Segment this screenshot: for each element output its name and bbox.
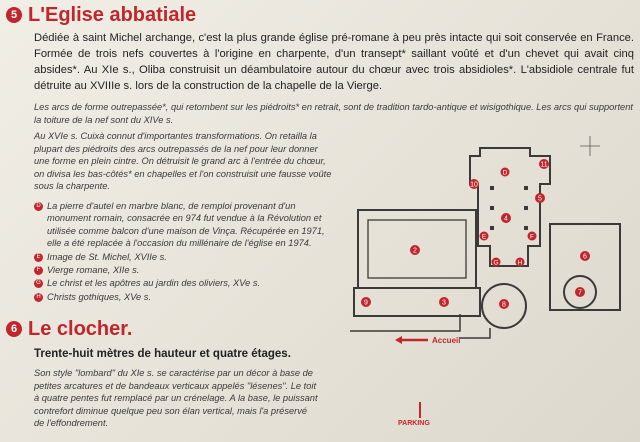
legend-item — [34, 200, 334, 250]
legend-marker: G — [34, 279, 43, 288]
section-5-number-badge: 5 — [6, 7, 22, 23]
parking-label: PARKING — [398, 420, 430, 427]
letter-label: G — [493, 259, 499, 267]
abbey-floor-plan — [340, 126, 640, 442]
compass-icon — [580, 136, 600, 156]
legend-item — [34, 291, 334, 303]
room-number: 6 — [583, 253, 587, 261]
room-number: 3 — [442, 299, 446, 307]
nave-pillars — [490, 186, 528, 230]
east-building-outline — [550, 224, 620, 310]
legend-text: Vierge romane, XIIe s. — [47, 265, 140, 276]
legend-marker: H — [34, 293, 43, 302]
church-outline — [470, 148, 550, 266]
room-number: 11 — [540, 161, 548, 169]
section-5-main-text: Dédiée à saint Michel archange, c'est la plus grande église pré-romane à peu près intacte qui soit conservée en France. Formée de trois nefs couvertes à l'origine en charpente, d'un transept* saillant voûté et d'un chevet qui avait cinq absides*. Au XIe s., Oliba construisit un déambulatoire autour du chœur avec trois absidioles*. L'absidiole centrale fut détruite au XVIIIe s. lors de la construction de la chapelle de la Vierge. — [34, 32, 634, 92]
legend-text: Image de St. Michel, XVIIe s. — [47, 251, 167, 262]
south-wing-outline — [354, 288, 480, 316]
letter-label: F — [530, 233, 534, 241]
room-number: 2 — [413, 247, 417, 255]
section-5-heading — [6, 4, 196, 27]
xvie-paragraph: Au XVIe s. Cuixà connut d'importantes transformations. On retailla la plupart des piédroits des arcs outrepassés de la nef pour leur donner une forme en plein cintre. On détruisit le grand arc à l'entrée du chœur, on divisa les bas-côtés* en chapelles et l'on construisit une fausse voûte sous la charpente. — [34, 131, 332, 191]
legend-list — [34, 200, 334, 304]
accueil-arrow-icon — [395, 336, 428, 344]
room-number: 8 — [502, 301, 506, 309]
room-number: 9 — [364, 299, 368, 307]
accueil-label: Accueil — [432, 336, 461, 345]
entrance-wall — [460, 328, 490, 338]
section-6-heading — [6, 318, 133, 341]
legend-text: Le christ et les apôtres au jardin des oliviers, XVe s. — [47, 278, 261, 289]
room-number: 7 — [578, 289, 582, 297]
legend-text: Christs gothiques, XVe s. — [47, 291, 152, 302]
legend-marker: F — [34, 266, 43, 275]
legend-marker: D — [34, 202, 43, 211]
arcs-paragraph: Les arcs de forme outrepassée*, qui retombent sur les piédroits* en retrait, sont de tradition tardo-antique et wisigothique. Les arcs qui supportent la toiture de la nef sont du XIVe s. — [34, 102, 633, 125]
legend-item — [34, 264, 334, 276]
legend-item — [34, 251, 334, 263]
section-6-number-badge: 6 — [6, 321, 22, 337]
room-number: 4 — [504, 215, 508, 223]
section-6-title: Le clocher. — [28, 318, 133, 340]
room-number: 5 — [538, 195, 542, 203]
section-6-text: Son style "lombard" du XIe s. se caractérise par un décor à base de petites arcatures et de bandeaux verticaux appelés "lésenes". Le toit à quatre pentes fut remplacé par un crénelage. A la base, le puissant contrefort diminue quelque peu son élan vertical, mais l'a préservé de l'effondrement. — [34, 368, 318, 428]
letter-label: H — [517, 259, 523, 267]
letter-label: D — [502, 169, 508, 177]
section-6-subtitle: Trente-huit mètres de hauteur et quatre étages. — [34, 348, 291, 360]
room-number: 10 — [470, 181, 478, 189]
legend-text: La pierre d'autel en marbre blanc, de remploi provenant d'un monument romain, consacrée en 974 fut vendue à la Révolution et utilisée comme balcon d'une maison de Vinça. Récupérée en 1971, elle a été replacée à l'occasion du millénaire de l'église en 1974. — [47, 201, 325, 249]
section-5-title: L'Eglise abbatiale — [28, 4, 197, 26]
legend-item — [34, 277, 334, 289]
legend-marker: E — [34, 253, 43, 262]
letter-label: E — [481, 233, 487, 241]
